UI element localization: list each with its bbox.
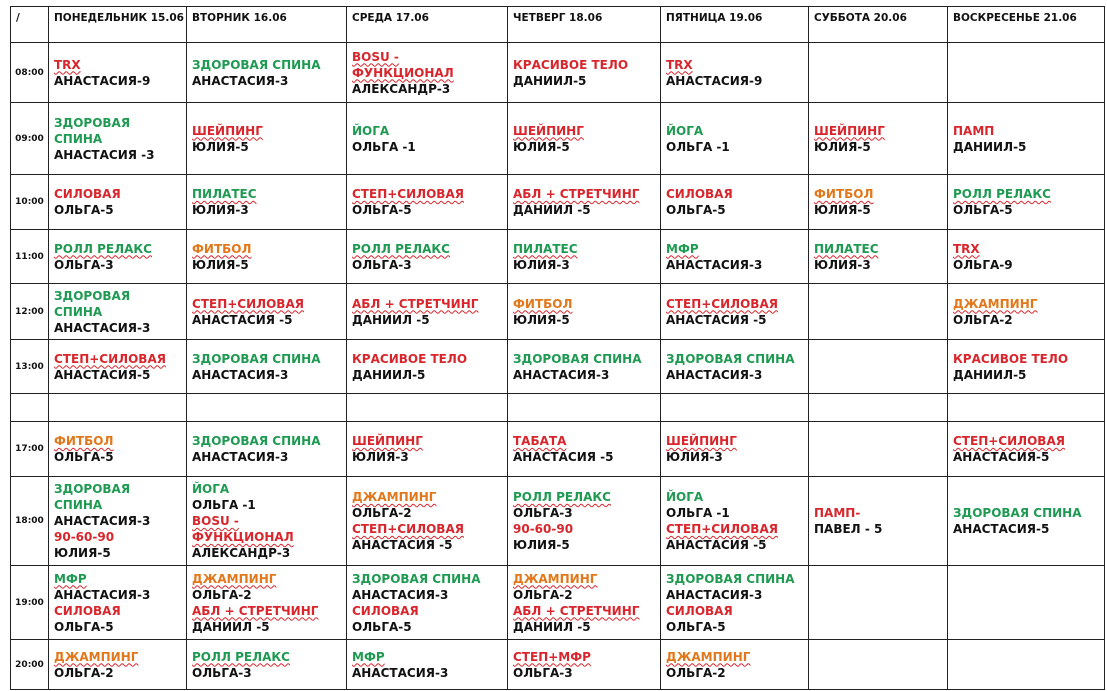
class-name: ЙОГА xyxy=(352,123,390,138)
trainer-name: ОЛЬГА -1 xyxy=(666,506,730,520)
trainer-name: ДАНИИЛ-5 xyxy=(953,139,1027,154)
schedule-table xyxy=(10,6,1105,690)
class-name: TRX xyxy=(953,241,980,256)
class-name: BOSU - ФУНКЦИОНАЛ xyxy=(352,49,454,80)
class-name: СТЕП+СИЛОВАЯ xyxy=(666,296,778,311)
trainer-name: ОЛЬГА-3 xyxy=(513,506,573,520)
trainer-name: ЮЛИЯ-5 xyxy=(54,546,111,560)
schedule-cell xyxy=(508,640,661,690)
class-name: СТЕП+СИЛОВАЯ xyxy=(352,187,464,201)
schedule-cell xyxy=(508,103,661,175)
class-name: ЙОГА xyxy=(666,490,704,504)
class-name: СТЕП+СИЛОВАЯ xyxy=(666,522,778,536)
schedule-cell xyxy=(187,477,347,566)
trainer-name: ЮЛИЯ-5 xyxy=(513,538,570,552)
trainer-name: ДАНИИЛ -5 xyxy=(513,203,591,217)
trainer-name: АНАСТАСИЯ-3 xyxy=(54,587,151,602)
schedule-cell xyxy=(948,640,1105,690)
schedule-cell xyxy=(187,103,347,175)
schedule-cell xyxy=(948,394,1105,422)
schedule-cell xyxy=(508,175,661,230)
schedule-cell xyxy=(508,340,661,394)
trainer-name: ОЛЬГА-2 xyxy=(953,312,1013,327)
schedule-cell xyxy=(948,340,1105,394)
trainer-name: ЮЛИЯ-3 xyxy=(192,203,249,217)
trainer-name: ДАНИИЛ -5 xyxy=(352,312,430,327)
trainer-name: ЮЛИЯ-3 xyxy=(814,257,871,272)
trainer-name: ЮЛИЯ-5 xyxy=(513,139,570,154)
class-name: ЗДОРОВАЯ СПИНА xyxy=(192,351,321,366)
trainer-name: АНАСТАСИЯ-3 xyxy=(513,367,610,382)
schedule-cell xyxy=(809,340,948,394)
trainer-name: АНАСТАСИЯ-3 xyxy=(666,257,763,272)
trainer-name: ОЛЬГА-5 xyxy=(352,619,412,634)
schedule-cell xyxy=(661,566,809,640)
class-name: ЗДОРОВАЯ СПИНА xyxy=(192,57,321,72)
time-row xyxy=(11,422,1105,477)
class-name: МФР xyxy=(54,571,87,586)
time-row xyxy=(11,230,1105,284)
schedule-cell xyxy=(187,566,347,640)
trainer-name: АНАСТАСИЯ-3 xyxy=(192,450,289,464)
schedule-cell xyxy=(187,230,347,284)
schedule-cell xyxy=(661,477,809,566)
trainer-name: ОЛЬГА-2 xyxy=(54,665,114,680)
trainer-name: ОЛЬГА -1 xyxy=(192,498,256,512)
trainer-name: ЮЛИЯ-5 xyxy=(814,139,871,154)
class-name: СИЛОВАЯ xyxy=(666,603,733,618)
schedule-cell xyxy=(809,103,948,175)
trainer-name: ОЛЬГА-5 xyxy=(666,619,726,634)
trainer-name: ОЛЬГА-3 xyxy=(513,665,573,680)
class-name: РОЛЛ РЕЛАКС xyxy=(953,187,1051,201)
class-name: ПИЛАТЕС xyxy=(513,241,578,256)
time-row xyxy=(11,394,1105,422)
class-name: ПАМП- xyxy=(814,506,861,520)
class-name: АБЛ + СТРЕТЧИНГ xyxy=(352,296,479,311)
schedule-cell xyxy=(661,103,809,175)
time-row xyxy=(11,284,1105,340)
class-name: СИЛОВАЯ xyxy=(352,603,419,618)
trainer-name: АНАСТАСИЯ-9 xyxy=(54,73,151,88)
trainer-name: ЮЛИЯ-5 xyxy=(513,312,570,327)
schedule-cell xyxy=(948,103,1105,175)
schedule-cell xyxy=(49,340,187,394)
class-name: КРАСИВОЕ ТЕЛО xyxy=(953,351,1069,366)
class-name: СТЕП+СИЛОВАЯ xyxy=(192,296,304,311)
class-name: 90-60-90 xyxy=(513,522,574,536)
time-cell: 13:00 xyxy=(11,340,49,394)
schedule-cell xyxy=(347,43,508,103)
header-row xyxy=(11,7,1105,43)
schedule-cell xyxy=(49,230,187,284)
class-name: ШЕЙПИНГ xyxy=(192,123,263,138)
schedule-cell xyxy=(948,422,1105,477)
schedule-cell xyxy=(508,284,661,340)
class-name: ФИТБОЛ xyxy=(814,187,874,201)
trainer-name: АНАСТАСИЯ-5 xyxy=(953,522,1050,536)
schedule-cell xyxy=(809,477,948,566)
schedule-cell xyxy=(661,43,809,103)
class-name: КРАСИВОЕ ТЕЛО xyxy=(352,351,468,366)
class-name: РОЛЛ РЕЛАКС xyxy=(352,241,450,256)
class-name: ЗДОРОВАЯ СПИНА xyxy=(513,351,642,366)
class-name: ДЖАМПИНГ xyxy=(953,296,1038,311)
class-name: РОЛЛ РЕЛАКС xyxy=(192,649,290,664)
class-name: TRX xyxy=(54,57,81,72)
time-cell: 18:00 xyxy=(11,477,49,566)
schedule-cell xyxy=(49,566,187,640)
class-name: РОЛЛ РЕЛАКС xyxy=(54,241,152,256)
day-header-sat: СУББОТА 20.06 xyxy=(809,7,948,43)
class-name: ЗДОРОВАЯ СПИНА xyxy=(192,434,321,448)
class-name: ЙОГА xyxy=(192,482,230,496)
class-name: ЗДОРОВАЯ СПИНА xyxy=(666,571,795,586)
day-header-mon: ПОНЕДЕЛЬНИК 15.06 xyxy=(49,7,187,43)
schedule-cell xyxy=(508,230,661,284)
trainer-name: ДАНИИЛ -5 xyxy=(192,619,270,634)
trainer-name: ЮЛИЯ-5 xyxy=(192,257,249,272)
time-row xyxy=(11,640,1105,690)
class-name: МФР xyxy=(666,241,699,256)
schedule-cell xyxy=(347,477,508,566)
schedule-cell xyxy=(661,284,809,340)
schedule-cell xyxy=(508,43,661,103)
schedule-cell xyxy=(49,477,187,566)
class-name: СТЕП+СИЛОВАЯ xyxy=(953,434,1065,448)
corner-cell: / xyxy=(11,7,49,43)
class-name: ПИЛАТЕС xyxy=(192,187,257,201)
time-cell: 11:00 xyxy=(11,230,49,284)
schedule-cell xyxy=(347,284,508,340)
schedule-cell xyxy=(347,422,508,477)
class-name: ШЕЙПИНГ xyxy=(666,434,737,448)
trainer-name: ОЛЬГА-5 xyxy=(953,203,1013,217)
class-name: МФР xyxy=(352,649,385,664)
schedule-cell xyxy=(809,230,948,284)
schedule-cell xyxy=(661,422,809,477)
time-row xyxy=(11,477,1105,566)
schedule-cell xyxy=(49,284,187,340)
class-name: 90-60-90 xyxy=(54,530,115,544)
day-header-tue: ВТОРНИК 16.06 xyxy=(187,7,347,43)
class-name: СТЕП+СИЛОВАЯ xyxy=(352,522,464,536)
class-name: ФИТБОЛ xyxy=(192,241,252,256)
time-row xyxy=(11,103,1105,175)
schedule-cell xyxy=(187,640,347,690)
trainer-name: ОЛЬГА-2 xyxy=(192,587,252,602)
trainer-name: ОЛЬГА-5 xyxy=(54,619,114,634)
schedule-cell xyxy=(661,640,809,690)
schedule-cell xyxy=(347,566,508,640)
trainer-name: АНАСТАСИЯ-3 xyxy=(54,514,151,528)
class-name: СИЛОВАЯ xyxy=(54,187,121,201)
schedule-cell xyxy=(187,422,347,477)
schedule-cell xyxy=(347,103,508,175)
schedule-cell xyxy=(948,284,1105,340)
time-cell: 20:00 xyxy=(11,640,49,690)
trainer-name: АНАСТАСИЯ -5 xyxy=(352,538,453,552)
trainer-name: ЮЛИЯ-3 xyxy=(513,257,570,272)
class-name: ЗДОРОВАЯ СПИНА xyxy=(54,482,131,512)
class-name: АБЛ + СТРЕТЧИНГ xyxy=(192,603,319,618)
schedule-cell xyxy=(508,477,661,566)
trainer-name: ОЛЬГА-2 xyxy=(666,665,726,680)
schedule-cell xyxy=(809,175,948,230)
class-name: КРАСИВОЕ ТЕЛО xyxy=(513,57,629,72)
schedule-cell xyxy=(809,43,948,103)
day-header-thu: ЧЕТВЕРГ 18.06 xyxy=(508,7,661,43)
class-name: ЗДОРОВАЯ СПИНА xyxy=(953,506,1082,520)
class-name: ДЖАМПИНГ xyxy=(352,490,437,504)
schedule-cell xyxy=(347,340,508,394)
class-name: СИЛОВАЯ xyxy=(54,603,121,618)
class-name: ДЖАМПИНГ xyxy=(192,571,277,586)
schedule-cell xyxy=(661,175,809,230)
time-cell: 12:00 xyxy=(11,284,49,340)
schedule-cell xyxy=(347,230,508,284)
schedule-cell xyxy=(347,640,508,690)
trainer-name: ОЛЬГА-5 xyxy=(54,203,114,217)
schedule-cell xyxy=(187,284,347,340)
day-header-fri: ПЯТНИЦА 19.06 xyxy=(661,7,809,43)
trainer-name: ПАВЕЛ - 5 xyxy=(814,522,883,536)
class-name: АБЛ + СТРЕТЧИНГ xyxy=(513,603,640,618)
class-name: СТЕП+МФР xyxy=(513,649,591,664)
schedule-cell xyxy=(948,477,1105,566)
trainer-name: АНАСТАСИЯ-3 xyxy=(54,320,151,335)
trainer-name: ДАНИИЛ-5 xyxy=(352,367,426,382)
schedule-cell xyxy=(187,175,347,230)
trainer-name: АНАСТАСИЯ -5 xyxy=(513,450,614,464)
class-name: АБЛ + СТРЕТЧИНГ xyxy=(513,187,640,201)
trainer-name: ЮЛИЯ-5 xyxy=(192,139,249,154)
class-name: ДЖАМПИНГ xyxy=(666,649,751,664)
trainer-name: ОЛЬГА-2 xyxy=(513,587,573,602)
time-row xyxy=(11,175,1105,230)
trainer-name: ОЛЬГА-9 xyxy=(953,257,1013,272)
time-cell: 09:00 xyxy=(11,103,49,175)
class-name: ЗДОРОВАЯ СПИНА xyxy=(666,351,795,366)
trainer-name: АНАСТАСИЯ-3 xyxy=(352,587,449,602)
schedule-cell xyxy=(49,422,187,477)
time-row xyxy=(11,43,1105,103)
class-name: ШЕЙПИНГ xyxy=(814,123,885,138)
class-name: ФИТБОЛ xyxy=(54,434,114,448)
time-cell: 17:00 xyxy=(11,422,49,477)
class-name: ПИЛАТЕС xyxy=(814,241,879,256)
time-row xyxy=(11,566,1105,640)
schedule-cell xyxy=(49,175,187,230)
trainer-name: АНАСТАСИЯ-3 xyxy=(352,665,449,680)
trainer-name: ОЛЬГА-2 xyxy=(352,506,412,520)
trainer-name: АНАСТАСИЯ-5 xyxy=(953,450,1050,464)
class-name: ЗДОРОВАЯ СПИНА xyxy=(54,288,131,319)
schedule-cell xyxy=(661,230,809,284)
class-name: BOSU - ФУНКЦИОНАЛ xyxy=(192,514,294,544)
trainer-name: ОЛЬГА-5 xyxy=(54,450,114,464)
trainer-name: АНАСТАСИЯ-5 xyxy=(54,367,151,382)
schedule-cell xyxy=(809,284,948,340)
class-name: СТЕП+СИЛОВАЯ xyxy=(54,351,166,366)
schedule-cell xyxy=(809,394,948,422)
schedule-cell xyxy=(661,394,809,422)
trainer-name: ЮЛИЯ-3 xyxy=(666,450,723,464)
schedule-cell xyxy=(347,394,508,422)
schedule-cell xyxy=(809,422,948,477)
schedule-cell xyxy=(809,640,948,690)
schedule-cell xyxy=(187,394,347,422)
trainer-name: ОЛЬГА -1 xyxy=(666,139,730,154)
schedule-cell xyxy=(49,43,187,103)
trainer-name: АНАСТАСИЯ-3 xyxy=(666,367,763,382)
trainer-name: ОЛЬГА -1 xyxy=(352,139,416,154)
schedule-cell xyxy=(508,394,661,422)
trainer-name: АЛЕКСАНДР-3 xyxy=(192,546,291,560)
schedule-cell xyxy=(948,43,1105,103)
schedule-cell xyxy=(49,394,187,422)
schedule-cell xyxy=(187,43,347,103)
class-name: ДЖАМПИНГ xyxy=(513,571,598,586)
class-name: ШЕЙПИНГ xyxy=(352,434,423,448)
class-name: РОЛЛ РЕЛАКС xyxy=(513,490,611,504)
schedule-cell xyxy=(948,230,1105,284)
trainer-name: ДАНИИЛ-5 xyxy=(953,367,1027,382)
class-name: СИЛОВАЯ xyxy=(666,187,733,201)
schedule-cell xyxy=(187,340,347,394)
schedule-cell xyxy=(508,422,661,477)
class-name: ЙОГА xyxy=(666,123,704,138)
trainer-name: ОЛЬГА-3 xyxy=(352,257,412,272)
schedule-cell xyxy=(49,103,187,175)
class-name: ЗДОРОВАЯ СПИНА xyxy=(352,571,481,586)
schedule-cell xyxy=(508,566,661,640)
schedule-body xyxy=(11,43,1105,690)
trainer-name: ЮЛИЯ-3 xyxy=(352,450,409,464)
trainer-name: ДАНИИЛ-5 xyxy=(513,73,587,88)
class-name: ДЖАМПИНГ xyxy=(54,649,139,664)
schedule-cell xyxy=(809,566,948,640)
trainer-name: АНАСТАСИЯ-3 xyxy=(192,73,289,88)
class-name: ТАБАТА xyxy=(513,434,567,448)
class-name: ПАМП xyxy=(953,123,995,138)
schedule-cell xyxy=(948,566,1105,640)
schedule-cell xyxy=(661,340,809,394)
time-cell xyxy=(11,394,49,422)
schedule-cell xyxy=(347,175,508,230)
trainer-name: ЮЛИЯ-5 xyxy=(814,203,871,217)
time-cell: 08:00 xyxy=(11,43,49,103)
trainer-name: АЛЕКСАНДР-3 xyxy=(352,81,451,96)
trainer-name: АНАСТАСИЯ -5 xyxy=(666,538,767,552)
day-header-sun: ВОСКРЕСЕНЬЕ 21.06 xyxy=(948,7,1105,43)
time-row xyxy=(11,340,1105,394)
trainer-name: ОЛЬГА-5 xyxy=(352,203,412,217)
trainer-name: АНАСТАСИЯ-3 xyxy=(666,587,763,602)
time-cell: 19:00 xyxy=(11,566,49,640)
schedule-cell xyxy=(948,175,1105,230)
trainer-name: ОЛЬГА-3 xyxy=(54,257,114,272)
trainer-name: АНАСТАСИЯ -3 xyxy=(54,147,155,162)
class-name: ШЕЙПИНГ xyxy=(513,123,584,138)
trainer-name: АНАСТАСИЯ-9 xyxy=(666,73,763,88)
class-name: ЗДОРОВАЯ СПИНА xyxy=(54,115,131,146)
trainer-name: ОЛЬГА-3 xyxy=(192,665,252,680)
trainer-name: АНАСТАСИЯ -5 xyxy=(192,312,293,327)
time-cell: 10:00 xyxy=(11,175,49,230)
trainer-name: АНАСТАСИЯ-3 xyxy=(192,367,289,382)
schedule-cell xyxy=(49,640,187,690)
trainer-name: ОЛЬГА-5 xyxy=(666,203,726,217)
day-header-wed: СРЕДА 17.06 xyxy=(347,7,508,43)
trainer-name: АНАСТАСИЯ -5 xyxy=(666,312,767,327)
class-name: ФИТБОЛ xyxy=(513,296,573,311)
trainer-name: ДАНИИЛ -5 xyxy=(513,619,591,634)
class-name: TRX xyxy=(666,57,693,72)
